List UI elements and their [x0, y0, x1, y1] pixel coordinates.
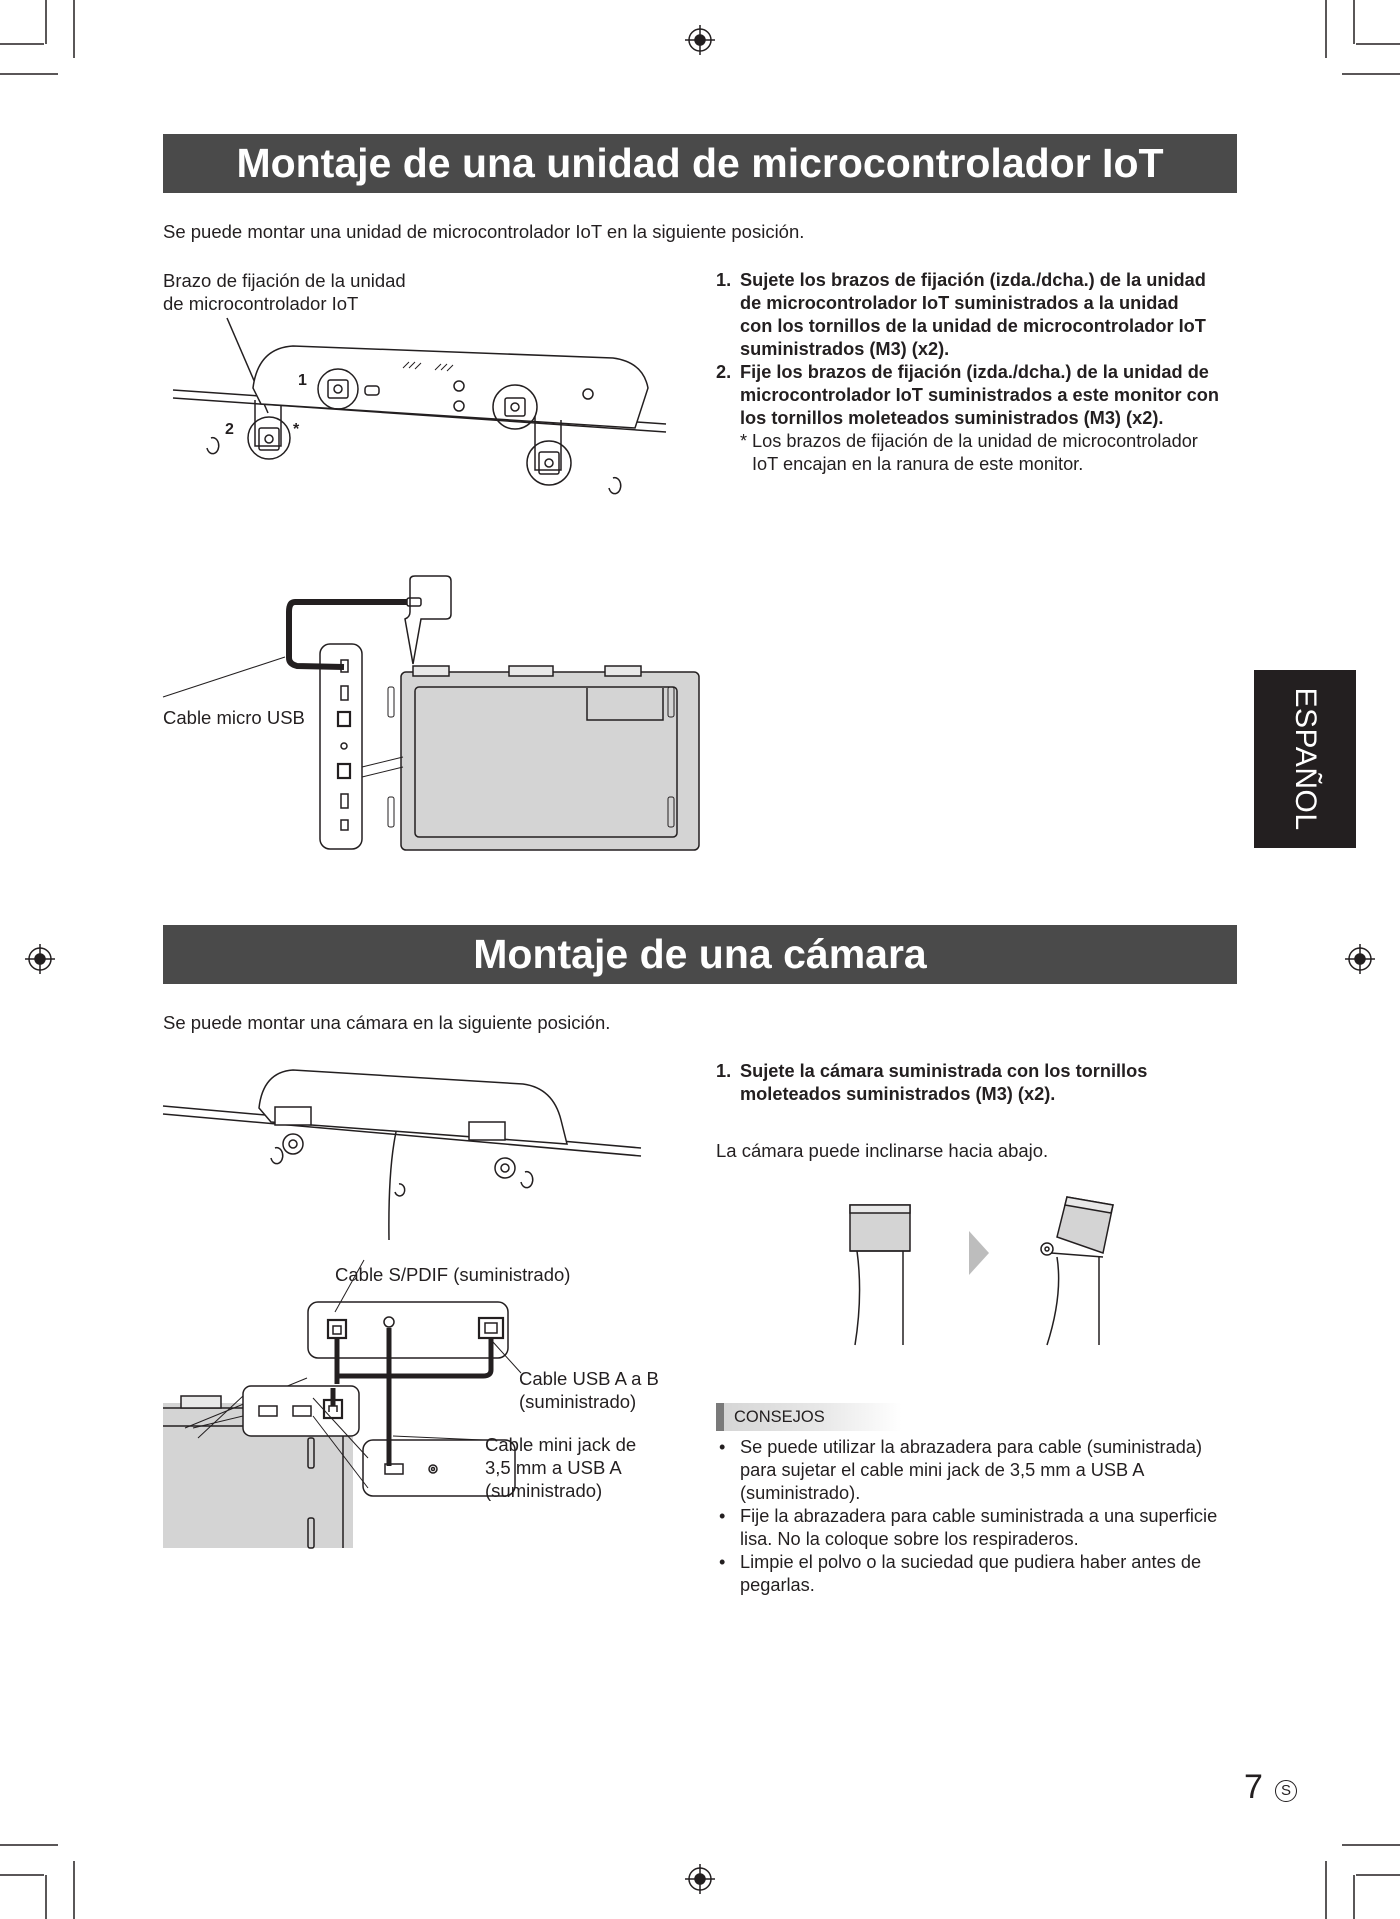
camera-tilt-illustration — [845, 1185, 1125, 1345]
camera-cables-illustration — [163, 1288, 723, 1558]
camera-step-1: 1. Sujete la cámara suministrada con los tornillos moleteados suministrados (M3) (x2). — [716, 1061, 1148, 1104]
tips-heading: CONSEJOS — [716, 1403, 902, 1431]
callout-2: 2 — [225, 421, 234, 438]
section-title-camera: Montaje de una cámara — [163, 925, 1237, 984]
usb-ab-label: Cable USB A a B (suministrado) — [519, 1368, 659, 1412]
page-language-mark: S — [1275, 1780, 1297, 1802]
cable-micro-usb-label: Cable micro USB — [163, 707, 305, 728]
camera-mount-illustration — [163, 1060, 643, 1230]
registration-mark-top — [685, 25, 715, 55]
section-intro-iot: Se puede montar una unidad de microcontrolador IoT en la siguiente posición. — [163, 221, 805, 242]
callout-asterisk: * — [293, 421, 300, 438]
tips-list — [716, 1436, 1240, 1597]
iot-steps — [716, 269, 1246, 476]
spdif-label: Cable S/PDIF (suministrado) — [335, 1264, 571, 1285]
camera-steps — [716, 1060, 1246, 1106]
iot-mount-illustration — [163, 318, 683, 528]
callout-1: 1 — [298, 372, 307, 389]
list-item: • Limpie el polvo o la suciedad que pudiera haber antes de pegarlas. — [719, 1552, 1202, 1595]
section-title-iot: Montaje de una unidad de microcontrolador IoT — [163, 134, 1237, 193]
list-item: • Se puede utilizar la abrazadera para cable (suministrada) para sujetar el cable mini jack de 3,5 mm a USB A (suministrado). — [719, 1437, 1203, 1503]
iot-step-2: 2. Fije los brazos de fijación (izda./dcha.) de la unidad de microcontrolador IoT suministrados a este monitor con los tornillos moleteados suministrados (M3) (x2). — [716, 362, 1220, 428]
language-tab: ESPAÑOL — [1254, 670, 1356, 848]
list-item: • Fije la abrazadera para cable suministrada a una superficie lisa. No la coloque sobre los respiraderos. — [719, 1506, 1218, 1549]
iot-step-1: 1. Sujete los brazos de fijación (izda./dcha.) de la unidad de microcontrolador IoT suministrados a la unidad con los tornillos de la unidad de microcontrolador IoT suministrados (M3) (x2). — [716, 270, 1206, 359]
registration-mark-right — [1345, 944, 1375, 974]
page-number: 7 — [1244, 1768, 1263, 1806]
registration-mark-bottom — [685, 1864, 715, 1894]
arm-label: Brazo de fijación de la unidad de microcontrolador IoT — [163, 270, 406, 314]
minijack-label: Cable mini jack de 3,5 mm a USB A (suministrado) — [485, 1434, 637, 1501]
tilt-text: La cámara puede inclinarse hacia abajo. — [716, 1140, 1049, 1161]
iot-note: * Los brazos de fijación de la unidad de microcontrolador IoT encajan en la ranura de este monitor. — [740, 431, 1198, 474]
registration-mark-left — [25, 944, 55, 974]
section-intro-camera: Se puede montar una cámara en la siguiente posición. — [163, 1012, 611, 1033]
